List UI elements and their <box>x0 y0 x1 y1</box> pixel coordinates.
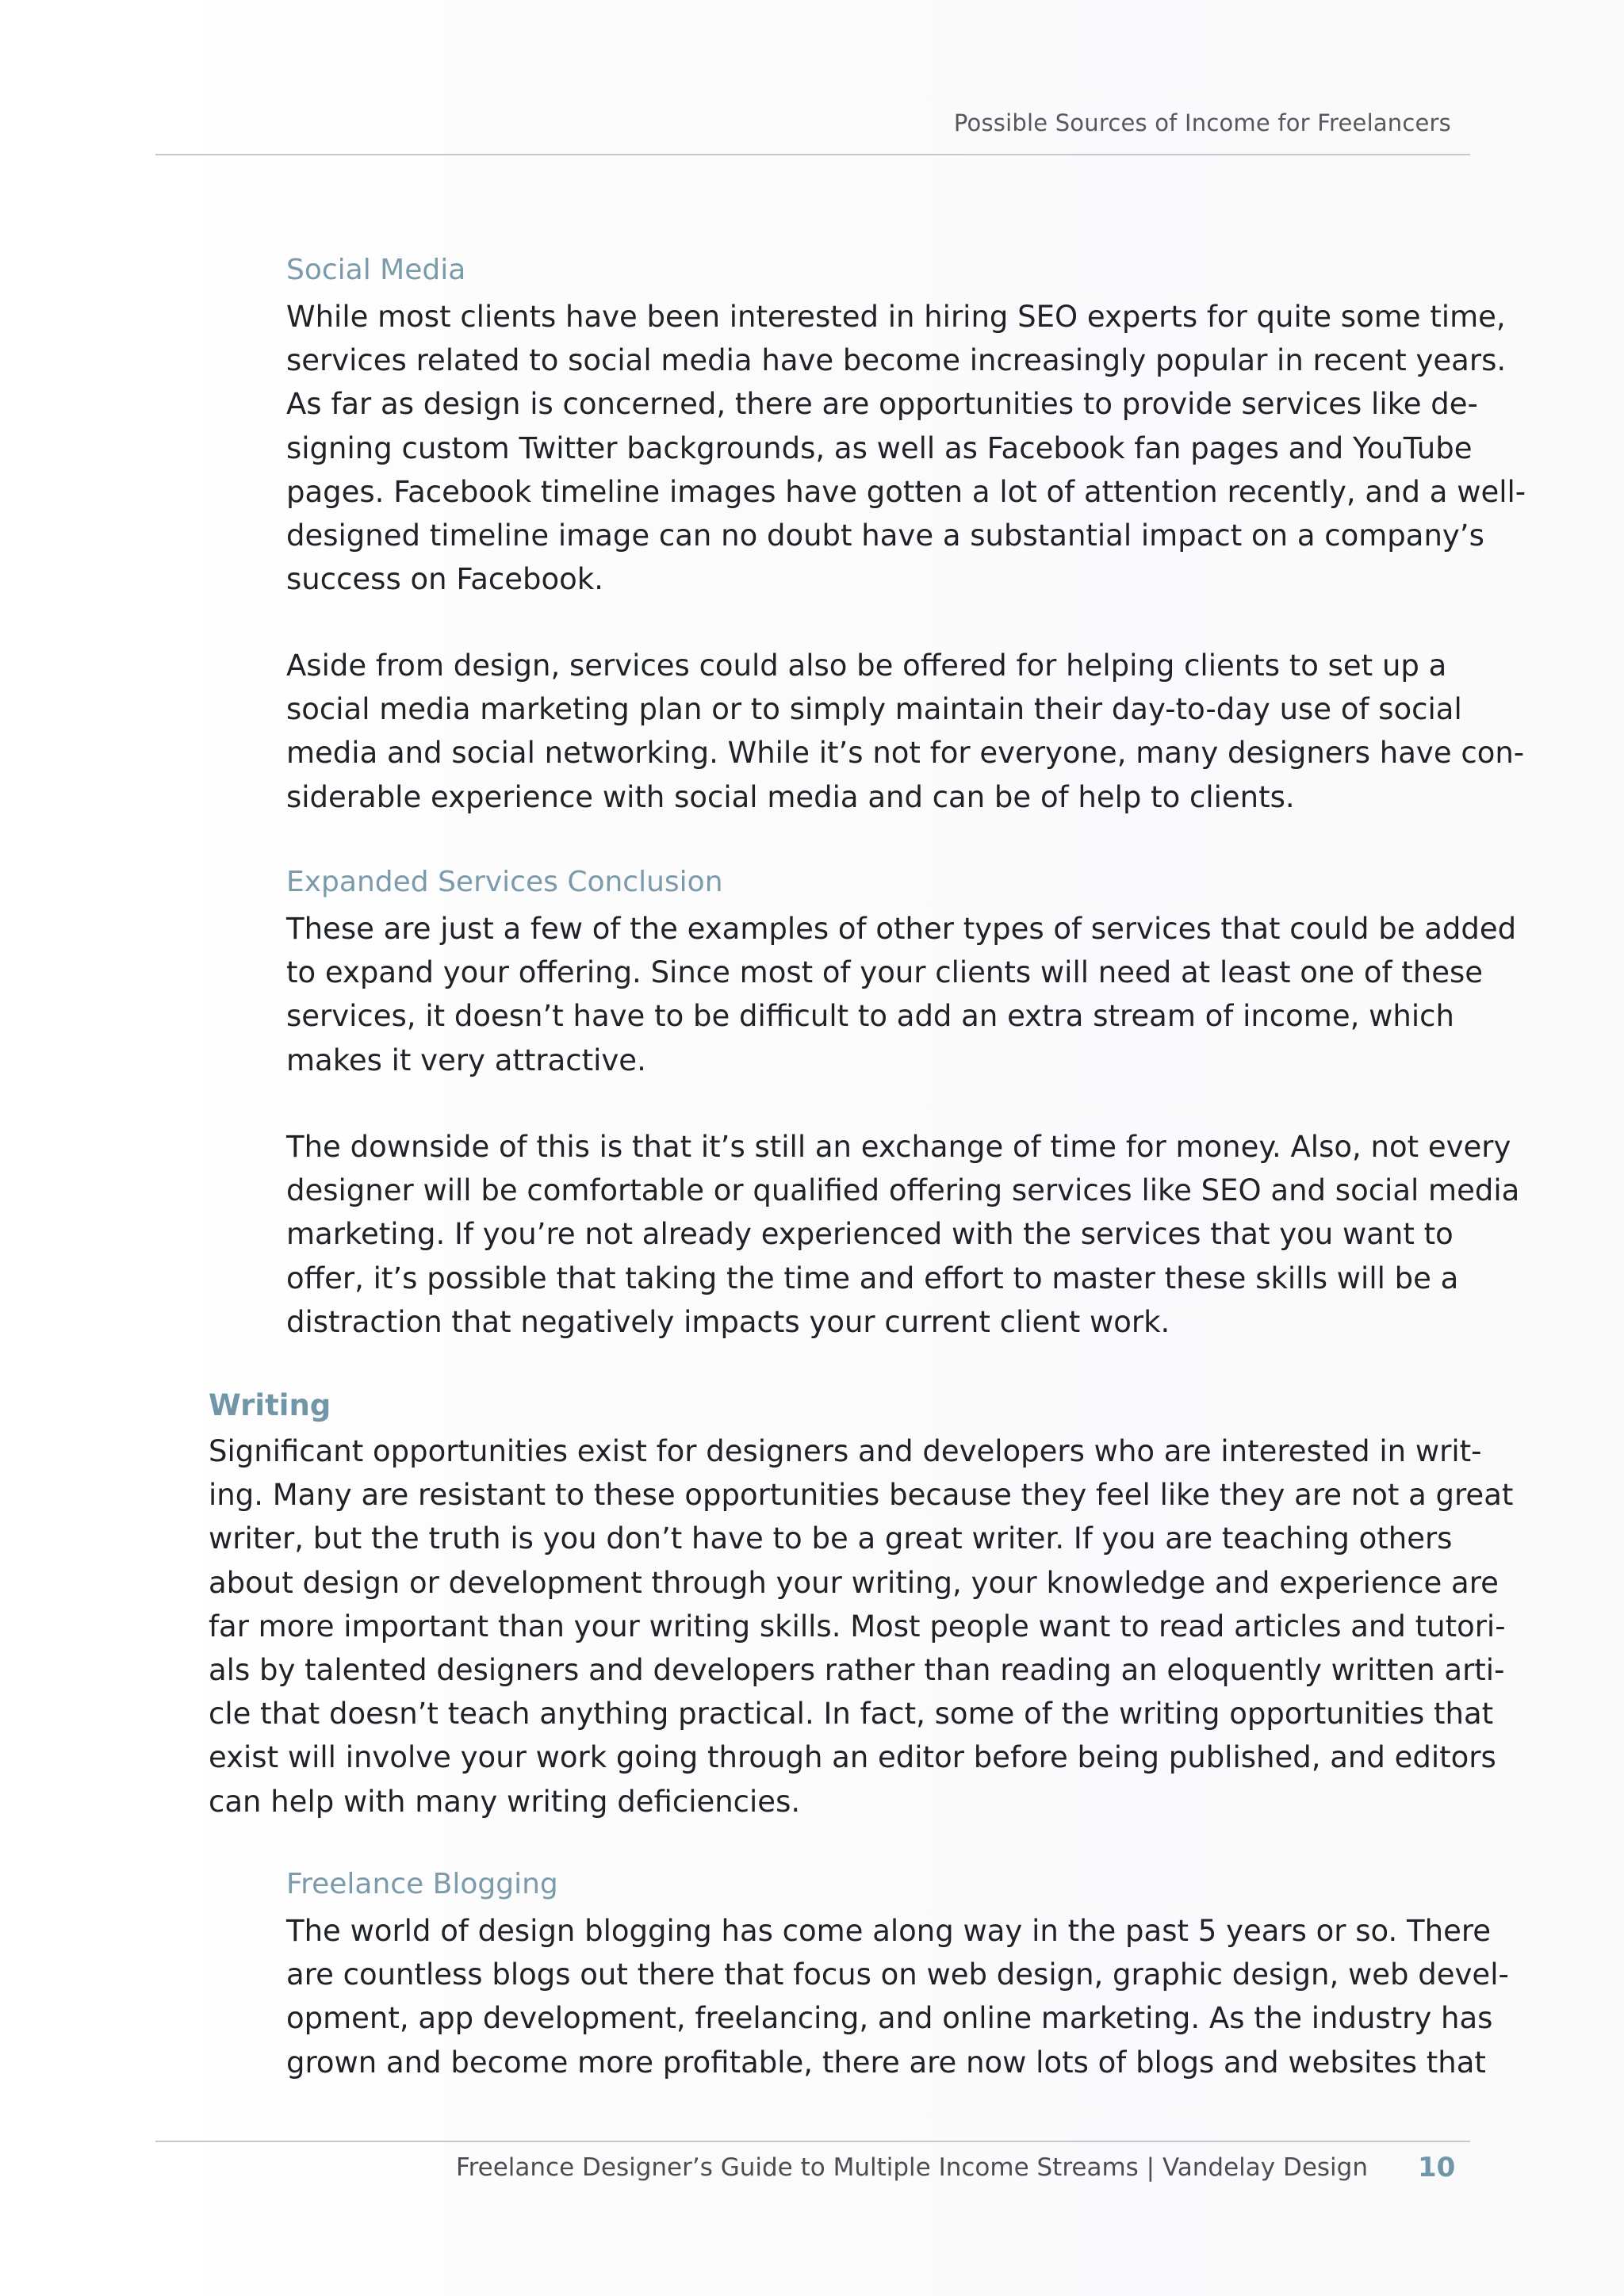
paragraph-social-media-1 <box>286 295 1526 601</box>
text-line: While most clients have been interested in hiring SEO experts for quite some time, <box>286 300 1506 334</box>
footer-rule <box>155 2141 1470 2142</box>
text-line: designer will be comfortable or qualified offering services like SEO and social media <box>286 1173 1520 1208</box>
text-line: about design or development through your writing, your knowledge and experience are <box>209 1565 1499 1600</box>
paragraph-expanded-services-1 <box>286 907 1517 1082</box>
paragraph-social-media-2 <box>286 644 1525 819</box>
text-line: pages. Facebook timeline images have gotten a lot of attention recently, and a well- <box>286 474 1526 509</box>
text-line: media and social networking. While it’s not for everyone, many designers have con- <box>286 736 1525 771</box>
text-line: ing. Many are resistant to these opportunities because they feel like they are not a great <box>209 1478 1514 1513</box>
text-line: services, it doesn’t have to be difficult to add an extra stream of income, which <box>286 999 1454 1034</box>
text-line: makes it very attractive. <box>286 1043 646 1077</box>
header-rule <box>155 154 1470 155</box>
text-line: services related to social media have become increasingly popular in recent years. <box>286 343 1507 378</box>
text-line: distraction that negatively impacts your current client work. <box>286 1304 1170 1339</box>
text-line: As far as design is concerned, there are opportunities to provide services like de- <box>286 387 1478 422</box>
text-line: signing custom Twitter backgrounds, as well as Facebook fan pages and YouTube <box>286 430 1473 465</box>
text-line: als by talented designers and developers rather than reading an eloquently written arti- <box>209 1653 1505 1688</box>
text-line: opment, app development, freelancing, and online marketing. As the industry has <box>286 2001 1493 2036</box>
text-line: grown and become more profitable, there are now lots of blogs and websites that <box>286 2045 1486 2080</box>
text-line: far more important than your writing skills. Most people want to read articles and tutori- <box>209 1609 1506 1644</box>
footer-text: Freelance Designer’s Guide to Multiple Income Streams | Vandelay Design <box>456 2153 1368 2182</box>
paragraph-expanded-services-2 <box>286 1125 1520 1344</box>
subheading-expanded-services-conclusion: Expanded Services Conclusion <box>286 866 723 898</box>
text-line: Significant opportunities exist for designers and developers who are interested in writ- <box>209 1434 1482 1468</box>
paragraph-freelance-blogging-1 <box>286 1909 1509 2084</box>
text-line: The downside of this is that it’s still an exchange of time for money. Also, not every <box>286 1130 1511 1164</box>
text-line: designed timeline image can no doubt have a substantial impact on a company’s <box>286 519 1484 553</box>
text-line: Aside from design, services could also be offered for helping clients to set up a <box>286 649 1447 683</box>
page-number: 10 <box>1418 2152 1456 2183</box>
text-line: marketing. If you’re not already experienced with the services that you want to <box>286 1217 1454 1252</box>
subheading-social-media: Social Media <box>286 254 466 286</box>
text-line: success on Facebook. <box>286 562 603 597</box>
text-line: exist will involve your work going through an editor before being published, and editors <box>209 1740 1496 1775</box>
text-line: offer, it’s possible that taking the time and effort to master these skills will be a <box>286 1261 1459 1295</box>
text-line: writer, but the truth is you don’t have to be a great writer. If you are teaching others <box>209 1521 1453 1556</box>
text-line: siderable experience with social media and can be of help to clients. <box>286 779 1295 814</box>
text-line: cle that doesn’t teach anything practical. In fact, some of the writing opportunities that <box>209 1697 1494 1732</box>
running-header: Possible Sources of Income for Freelancers <box>953 109 1451 136</box>
paragraph-writing-1 <box>209 1429 1514 1823</box>
text-line: social media marketing plan or to simply maintain their day-to-day use of social <box>286 692 1462 727</box>
text-line: These are just a few of the examples of other types of services that could be added <box>286 912 1517 946</box>
text-line: can help with many writing deficiencies. <box>209 1784 801 1819</box>
text-line: to expand your offering. Since most of your clients will need at least one of these <box>286 955 1484 990</box>
subheading-freelance-blogging: Freelance Blogging <box>286 1868 558 1900</box>
text-line: are countless blogs out there that focus on web design, graphic design, web devel- <box>286 1957 1509 1992</box>
heading-writing: Writing <box>209 1388 331 1422</box>
text-line: The world of design blogging has come along way in the past 5 years or so. There <box>286 1914 1492 1948</box>
